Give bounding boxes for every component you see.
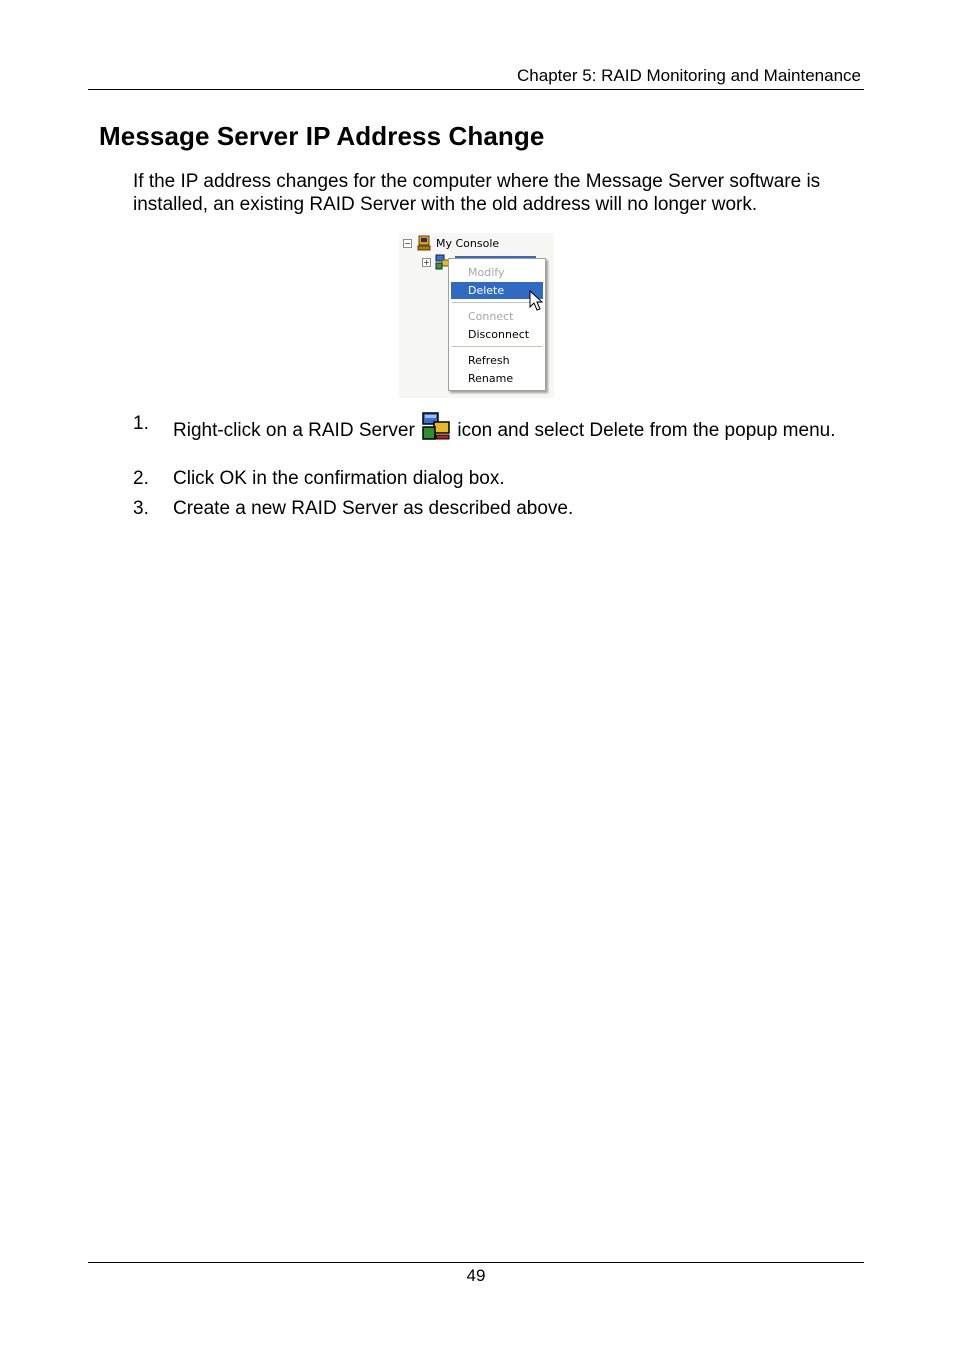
step-text: Click OK in the confirmation dialog box.: [173, 468, 505, 489]
context-menu-screenshot: [399, 233, 554, 398]
raid-server-icon: [422, 412, 450, 440]
step-number: 1.: [133, 413, 149, 434]
chapter-title: Chapter 5: RAID Monitoring and Maintenance: [517, 66, 861, 85]
expand-icon[interactable]: +: [423, 257, 430, 267]
step-text: Create a new RAID Server as described above.: [173, 498, 574, 519]
menu-item-connect[interactable]: Connect: [468, 310, 514, 323]
menu-item-rename[interactable]: Rename: [468, 372, 514, 385]
menu-separator: [452, 346, 542, 347]
step-number: 2.: [133, 468, 149, 489]
console-icon: [416, 235, 432, 251]
tree-root-label: My Console: [436, 236, 500, 250]
section-title: Message Server IP Address Change: [99, 121, 545, 151]
mouse-pointer-icon: [529, 290, 543, 312]
intro-paragraph: If the IP address changes for the computer where the Message Server software is installed, an existing RAID Server with the old address will no longer work.: [133, 171, 821, 215]
context-menu: [448, 258, 546, 391]
step-text-part: Right-click on a RAID Server: [173, 420, 415, 441]
running-footer: [88, 1262, 864, 1286]
page-number: 49: [466, 1266, 486, 1285]
menu-item-disconnect[interactable]: Disconnect: [468, 328, 530, 341]
menu-item-refresh[interactable]: Refresh: [468, 354, 510, 367]
step-number: 3.: [133, 498, 149, 519]
running-header: [88, 64, 864, 90]
collapse-icon[interactable]: −: [404, 238, 411, 248]
tree-node-my-console[interactable]: [403, 235, 499, 251]
menu-item-delete[interactable]: Delete: [451, 282, 543, 299]
step-text: [173, 412, 853, 442]
menu-item-modify[interactable]: Modify: [468, 266, 505, 279]
step-text-part: icon and select Delete from the popup menu.: [457, 420, 836, 441]
